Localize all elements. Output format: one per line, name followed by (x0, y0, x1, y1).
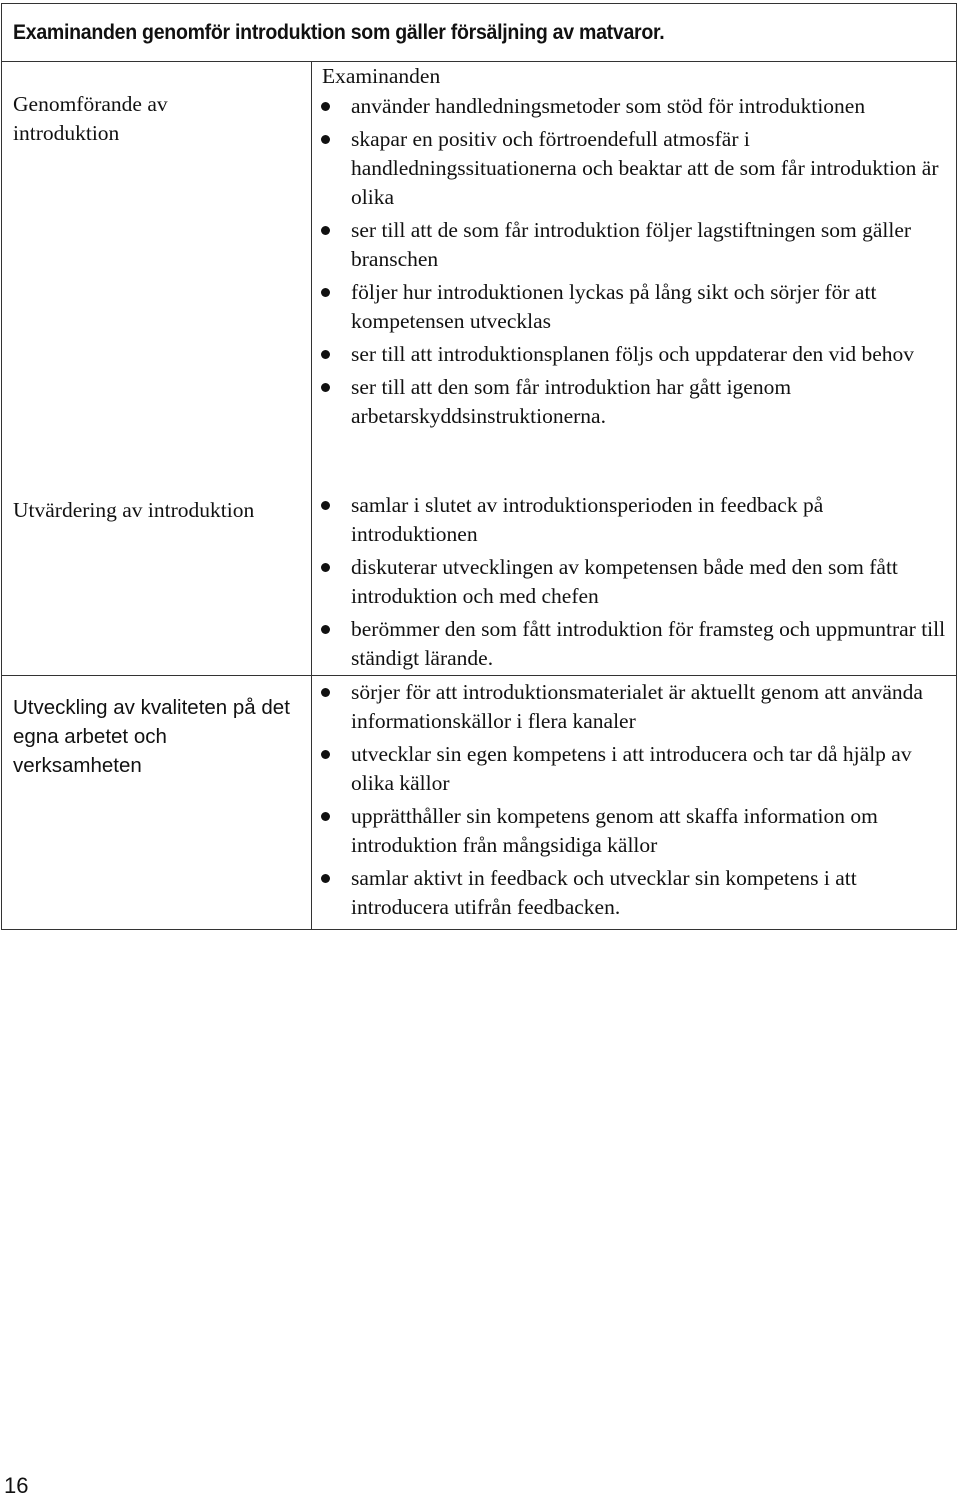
criteria-content-column (312, 62, 956, 929)
list-item: samlar aktivt in feedback och utvecklar sin kompetens i att introducera utifrån feedbacken. (312, 864, 950, 922)
bullet-list (312, 92, 950, 435)
bullet-icon (321, 288, 330, 297)
table-title: Examinanden genomför introduktion som gäller försäljning av matvaror. (13, 20, 665, 44)
bullet-icon (321, 135, 330, 144)
list-item: ser till att den som får introduktion har gått igenom arbetarskyddsinstruktionerna. (312, 373, 950, 431)
bullet-icon (321, 812, 330, 821)
bullet-icon (321, 625, 330, 634)
bullet-icon (321, 750, 330, 759)
table-row (312, 675, 956, 929)
page-number: 16 (4, 1473, 29, 1498)
bullet-icon (321, 102, 330, 111)
criteria-table (1, 3, 957, 930)
row-intro-text: Examinanden (322, 64, 441, 88)
bullet-icon (321, 383, 330, 392)
list-item: skapar en positiv och förtroendefull atmosfär i handledningssituationerna och beaktar att de som får introduktion är olika (312, 125, 950, 212)
list-item: ser till att de som får introduktion följer lagstiftningen som gäller branschen (312, 216, 950, 274)
list-item: följer hur introduktionen lyckas på lång sikt och sörjer för att kompetensen utvecklas (312, 278, 950, 336)
table-row (312, 491, 956, 675)
list-item: upprätthåller sin kompetens genom att skaffa information om introduktion från mångsidiga källor (312, 802, 950, 860)
list-item: utvecklar sin egen kompetens i att introducera och tar då hjälp av olika källor (312, 740, 950, 798)
bullet-icon (321, 688, 330, 697)
criteria-label-column (2, 62, 312, 929)
row-label-utveckling: Utveckling av kvaliteten på det egna arbetet och verksamheten (13, 696, 290, 777)
bullet-list (312, 678, 950, 926)
bullet-icon (321, 226, 330, 235)
table-row (2, 491, 311, 675)
bullet-icon (321, 350, 330, 359)
list-item: sörjer för att introduktionsmaterialet är aktuellt genom att använda informationskällor i flera kanaler (312, 678, 950, 736)
table-title-row (2, 4, 956, 62)
list-item: diskuterar utvecklingen av kompetensen både med den som fått introduktion och med chefen (312, 553, 950, 611)
bullet-icon (321, 874, 330, 883)
row-label-utvardering: Utvärdering av introduktion (13, 498, 255, 522)
list-item: använder handledningsmetoder som stöd för introduktionen (312, 92, 950, 121)
list-item: berömmer den som fått introduktion för framsteg och uppmuntrar till ständigt lärande. (312, 615, 950, 673)
row-label-genomforande: Genomförande av introduktion (13, 92, 168, 145)
list-item: ser till att introduktionsplanen följs och uppdaterar den vid behov (312, 340, 950, 369)
bullet-icon (321, 563, 330, 572)
list-item: samlar i slutet av introduktionsperioden in feedback på introduktionen (312, 491, 950, 549)
bullet-icon (321, 501, 330, 510)
bullet-list (312, 491, 950, 677)
table-row (312, 62, 956, 491)
table-row (2, 62, 311, 491)
table-row (2, 675, 311, 929)
